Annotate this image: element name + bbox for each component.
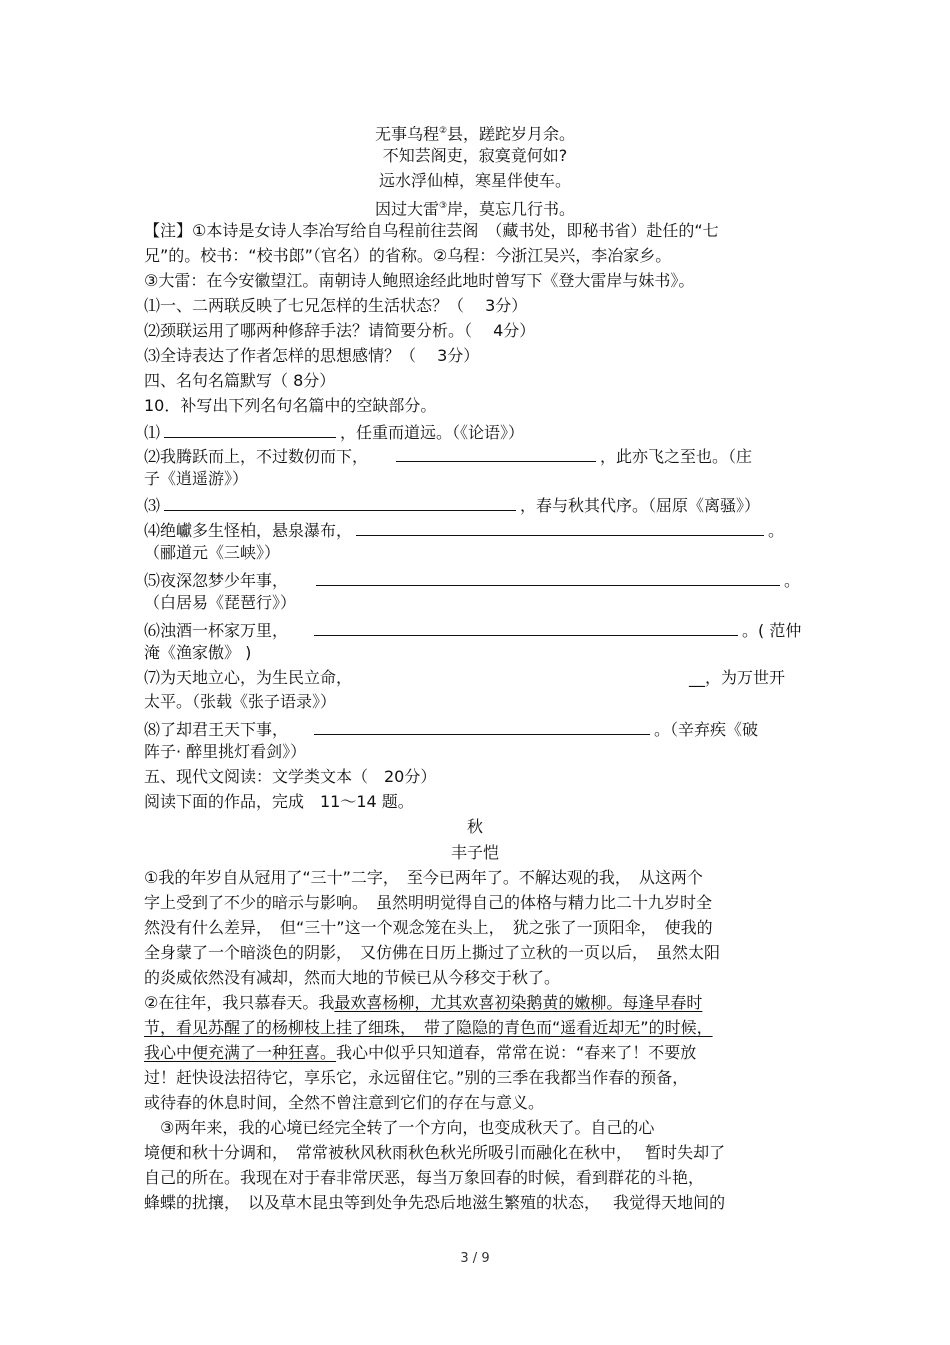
fill-item-1: ⑴ ，任重而道远。（《论语》）: [144, 420, 524, 444]
article-title: 秋: [466, 817, 483, 836]
fill-item-3: ⑶ ，春与秋其代序。（屈原《离骚》）: [144, 493, 760, 517]
poem-line-3: 远水浮仙棹，寒星伴使车。: [378, 171, 571, 190]
paragraph-2-line: 节，看见苏醒了的杨柳枝上挂了细珠， 带了隐隐的青色而“遥看近却无”的时候，: [144, 1018, 713, 1037]
answer-blank[interactable]: [164, 420, 336, 438]
fill-item-6-cont: 淹《渔家傲》 ): [144, 643, 252, 662]
poem-line-4: 因过大雷③岸，莫忘几行书。: [374, 199, 576, 219]
fill-item-8: ⑻了却君王天下事， 。（辛弃疾《破: [144, 717, 758, 741]
question-3: ⑶全诗表达了作者怎样的思想感情？（ 3分）: [144, 346, 480, 365]
page-number: 3 / 9: [460, 1251, 490, 1266]
paragraph-1-line: ①我的年岁自从冠用了“三十”二字， 至今已两年了。不解达观的我， 从这两个: [144, 868, 703, 887]
note-line-2: 兄”的。校书：“校书郎”（官名）的省称。②乌程：今浙江吴兴，李冶家乡。: [144, 246, 672, 265]
fill-item-5: ⑸夜深忽梦少年事， 。: [144, 568, 800, 592]
paragraph-1-line: 字上受到了不少的暗示与影响。 虽然明明觉得自己的体格与精力比二十九岁时全: [144, 893, 713, 912]
fill-item-8-cont: 阵子· 醉里挑灯看剑》）: [144, 742, 307, 761]
paragraph-3-line: ③两年来，我的心境已经完全转了一个方向，也变成秋天了。自己的心: [144, 1118, 655, 1137]
note-line-1: 【注】①本诗是女诗人李冶写给自乌程前往芸阁 （藏书处，即秘书省）赴任的“七: [144, 221, 719, 240]
fill-item-6: ⑹浊酒一杯家万里， 。( 范仲: [144, 618, 801, 642]
poem-line-2: 不知芸阁吏，寂寞竟何如?: [382, 146, 568, 165]
paragraph-2-line: 我心中便充满了一种狂喜。我心中似乎只知道春，常常在说：“春来了！不要放: [144, 1043, 697, 1062]
paragraph-1-line: 全身蒙了一个暗淡色的阴影， 又仿佛在日历上撕过了立秋的一页以后， 虽然太阳: [144, 943, 721, 962]
note-line-3: ③大雷：在今安徽望江。南朝诗人鲍照途经此地时曾写下《登大雷岸与妹书》。: [144, 271, 695, 290]
question-1: ⑴一、二两联反映了七兄怎样的生活状态？（ 3分）: [144, 296, 528, 315]
fill-item-4-cont: （郦道元《三峡》）: [144, 543, 281, 562]
paragraph-3-line: 自己的所在。我现在对于春非常厌恶，每当万象回春的时候，看到群花的斗艳，: [144, 1168, 705, 1187]
answer-blank[interactable]: [396, 444, 596, 462]
paragraph-3-line: 境便和秋十分调和， 常常被秋风秋雨秋色秋光所吸引而融化在秋中， 暂时失却了: [144, 1143, 726, 1162]
underlined-passage: 我心中便充满了一种狂喜。: [144, 1043, 337, 1062]
section-4-title: 四、名句名篇默写（ 8分）: [144, 371, 336, 390]
fill-item-7: ⑺为天地立心，为生民立命，: [144, 668, 353, 687]
fill-item-2-cont: 子《逍遥游》）: [144, 469, 249, 488]
paragraph-1-line: 的炎威依然没有减却，然而大地的节候已从今移交于秋了。: [144, 968, 561, 987]
answer-blank[interactable]: [356, 518, 764, 536]
fill-item-7-end: __，为万世开: [689, 668, 786, 687]
answer-blank[interactable]: [164, 493, 516, 511]
underlined-passage: 最欢喜杨柳，尤其欢喜初染鹅黄的嫩柳。每逢早春时: [334, 993, 703, 1012]
paragraph-2-line: 过！赶快设法招待它，享乐它，永远留住它。”别的三季在我都当作春的预备，: [144, 1068, 689, 1087]
answer-blank[interactable]: [316, 568, 780, 586]
section-5-instruction: 阅读下面的作品，完成 11～14 题。: [144, 792, 414, 811]
paragraph-1-line: 然没有什么差异， 但“三十”这一个观念笼在头上， 犹之张了一顶阳伞， 使我的: [144, 918, 713, 937]
article-author: 丰子恺: [450, 843, 499, 862]
fill-item-2: ⑵我腾跃而上，不过数仞而下， ，此亦飞之至也。（庄: [144, 444, 752, 468]
paragraph-2-line: ②在往年，我只慕春天。我最欢喜杨柳，尤其欢喜初染鹅黄的嫩柳。每逢早春时: [144, 993, 703, 1012]
fill-item-7-cont: 太平。（张载《张子语录》）: [144, 692, 337, 711]
fill-item-5-cont: （白居易《琵琶行》）: [144, 593, 297, 612]
section-5-title: 五、现代文阅读：文学类文本（ 20分）: [144, 767, 437, 786]
paragraph-3-line: 蜂蝶的扰攘， 以及草木昆虫等到处争先恐后地滋生繁殖的状态， 我觉得天地间的: [144, 1193, 726, 1212]
paragraph-2-line: 或待春的休息时间，全然不曾注意到它们的存在与意义。: [144, 1093, 545, 1112]
fill-item-4: ⑷绝巘多生怪柏，悬泉瀑布， 。: [144, 518, 784, 542]
answer-blank[interactable]: [314, 717, 650, 735]
answer-blank[interactable]: [314, 618, 738, 636]
question-2: ⑵颈联运用了哪两种修辞手法？请简要分析。（ 4分）: [144, 321, 536, 340]
question-10: 10．补写出下列名句名篇中的空缺部分。: [144, 396, 437, 415]
poem-line-1: 无事乌程②县，蹉跎岁月余。: [374, 124, 576, 144]
